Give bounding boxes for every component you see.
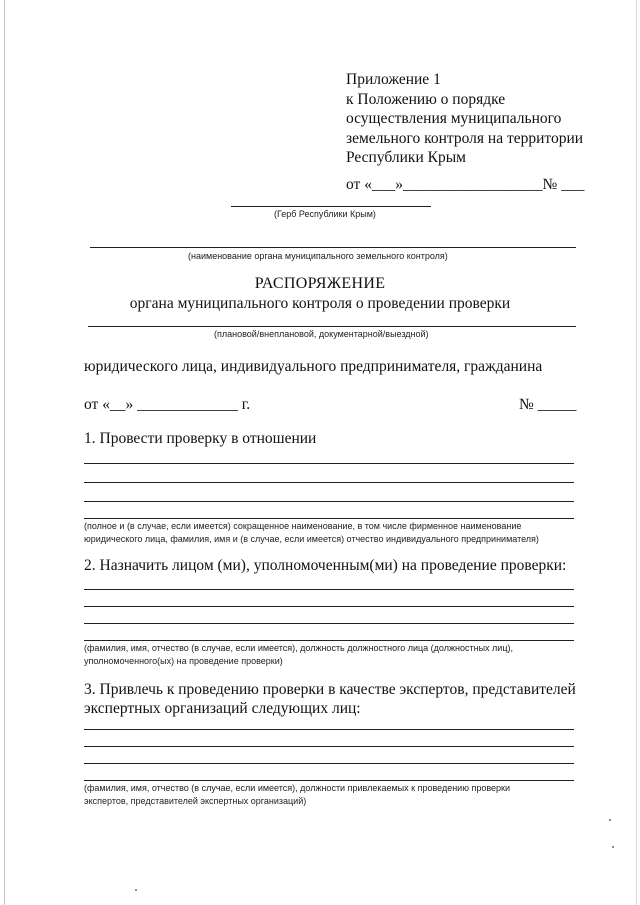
item-3-note-line: (фамилия, имя, отчество (в случае, если имеется), должности привлекаемых к проведению проверки: [84, 783, 510, 793]
item-1-fill-line: [84, 501, 574, 502]
inspection-type-rule: [88, 326, 576, 327]
item-2-note-line: уполномоченного(ых) на проведение проверки): [84, 655, 283, 666]
appendix-line: осуществления муниципального: [346, 110, 562, 127]
item-1-note-line: юридического лица, фамилия, имя и (в случае, если имеется) отчество индивидуального предпринимателя): [84, 533, 539, 544]
item-3-fill-line: [84, 780, 574, 781]
item-1-heading: 1. Провести проверку в отношении: [84, 430, 317, 447]
scan-edge-left: [4, 0, 5, 905]
scan-speck: [135, 889, 137, 891]
item-1-note: [84, 520, 584, 545]
item-2-note-line: (фамилия, имя, отчество (в случае, если имеется), должность должностного лица (должностных лиц),: [84, 643, 513, 653]
item-3-heading-line: экспертных организаций следующих лиц:: [84, 700, 361, 717]
appendix-date-line: от «___»__________________№ ___: [346, 176, 585, 193]
authority-name-rule: [90, 247, 576, 248]
appendix-line: земельного контроля на территории: [346, 129, 584, 147]
scan-speck: [612, 846, 614, 848]
item-2-fill-line: [84, 640, 574, 641]
order-date: от «__» _____________ г.: [84, 396, 251, 413]
item-3-heading-line: 3. Привлечь к проведению проверки в качестве экспертов, представителей: [84, 681, 576, 698]
item-1-fill-line: [84, 518, 574, 519]
item-1-fill-line: [84, 482, 574, 483]
appendix-header: [346, 70, 606, 168]
coat-of-arms-caption: (Герб Республики Крым): [274, 209, 376, 219]
item-3-note-line: экспертов, представителей экспертных организаций): [84, 795, 307, 806]
scan-edge-right: [636, 0, 637, 905]
scan-speck: [609, 819, 611, 821]
item-2-fill-line: [84, 589, 574, 590]
item-3-fill-line: [84, 746, 574, 747]
item-1-note-line: (полное и (в случае, если имеется) сокращенное наименование, в том числе фирменное наименование: [84, 521, 522, 531]
document-subtitle: органа муниципального контроля о проведении проверки: [129, 295, 511, 312]
inspection-type-caption: (плановой/внеплановой, документарной/выездной): [214, 329, 429, 339]
item-1-fill-line: [84, 463, 574, 464]
coat-of-arms-rule: [231, 206, 431, 207]
item-3-fill-line: [84, 763, 574, 764]
appendix-line: к Положению о порядке: [346, 90, 506, 108]
appendix-line: Республики Крым: [346, 149, 466, 166]
item-2-fill-line: [84, 606, 574, 607]
item-2-fill-line: [84, 623, 574, 624]
item-3-fill-line: [84, 729, 574, 730]
subject-line: юридического лица, индивидуального предпринимателя, гражданина: [84, 358, 543, 375]
order-number: № _____: [519, 396, 577, 413]
appendix-line: Приложение 1: [346, 71, 441, 88]
item-2-note: [84, 642, 584, 667]
document-title: РАСПОРЯЖЕНИЕ: [254, 275, 386, 292]
authority-name-caption: (наименование органа муниципального земельного контроля): [188, 251, 448, 261]
item-2-heading: 2. Назначить лицом (ми), уполномоченным(ми) на проведение проверки:: [84, 557, 567, 574]
item-3-note: [84, 782, 584, 807]
